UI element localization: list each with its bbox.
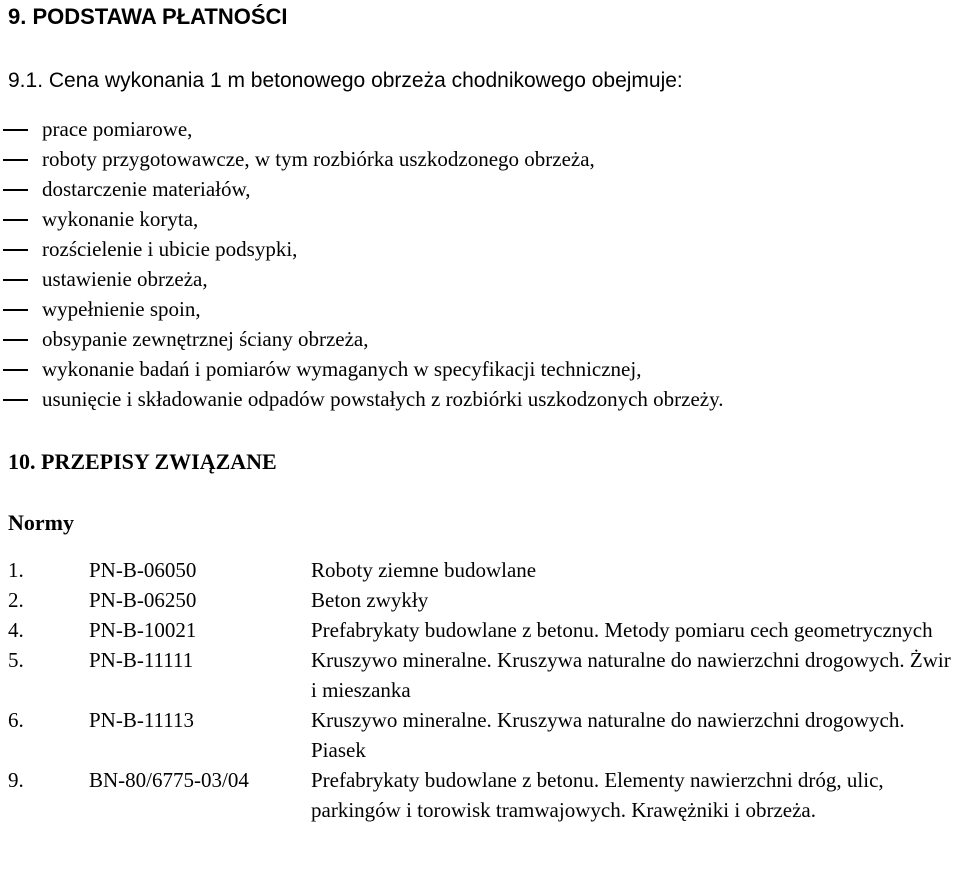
norm-code: PN-B-11111 (89, 648, 194, 672)
norm-title: Kruszywo mineralne. Kruszywa naturalne do nawierzchni drogowych. Żwir i mieszanka (311, 648, 951, 702)
norm-number: 4. (8, 618, 24, 642)
norm-code: PN-B-06250 (89, 588, 197, 612)
norms-subheading: Normy (8, 510, 74, 535)
list-item-text: dostarczenie materiałów, (42, 177, 251, 201)
dash-bullet (3, 399, 28, 401)
list-item-text: wykonanie badań i pomiarów wymaganych w specyfikacji technicznej, (42, 357, 642, 381)
list-item-text: wypełnienie spoin, (42, 297, 201, 321)
norm-row (0, 645, 960, 705)
norm-row (0, 615, 960, 645)
norm-code: PN-B-10021 (89, 618, 197, 642)
norm-row (0, 765, 960, 825)
section-9-1-intro: 9.1. Cena wykonania 1 m betonowego obrzeża chodnikowego obejmuje: (8, 69, 683, 92)
scope-list (0, 114, 724, 414)
list-item (0, 234, 724, 264)
norm-title: Beton zwykły (311, 588, 429, 612)
norm-code: BN-80/6775-03/04 (89, 768, 249, 792)
list-item-text: roboty przygotowawcze, w tym rozbiórka uszkodzonego obrzeża, (42, 147, 595, 171)
dash-bullet (3, 219, 28, 221)
norm-title: Roboty ziemne budowlane (311, 558, 537, 582)
norm-row (0, 705, 960, 765)
dash-bullet (3, 339, 28, 341)
list-item (0, 174, 724, 204)
norm-code: PN-B-11113 (89, 708, 194, 732)
list-item-text: ustawienie obrzeża, (42, 267, 208, 291)
list-item (0, 144, 724, 174)
norm-title: Prefabrykaty budowlane z betonu. Elementy nawierzchni dróg, ulic, parkingów i torowisk tramwajowych. Krawężniki i obrzeża. (311, 768, 884, 822)
norm-title: Prefabrykaty budowlane z betonu. Metody pomiaru cech geometrycznych (311, 618, 933, 642)
dash-bullet (3, 189, 28, 191)
norm-row (0, 555, 960, 585)
list-item-text: obsypanie zewnętrznej ściany obrzeża, (42, 327, 369, 351)
norm-number: 6. (8, 708, 24, 732)
dash-bullet (3, 159, 28, 161)
dash-bullet (3, 129, 28, 131)
norm-number: 5. (8, 648, 24, 672)
list-item (0, 354, 724, 384)
norm-title: Kruszywo mineralne. Kruszywa naturalne do nawierzchni drogowych. Piasek (311, 708, 905, 762)
list-item-text: wykonanie koryta, (42, 207, 199, 231)
norms-list (0, 555, 960, 825)
list-item (0, 324, 724, 354)
norm-number: 9. (8, 768, 24, 792)
section-9-heading: 9. PODSTAWA PŁATNOŚCI (8, 4, 288, 29)
list-item-text: usunięcie i składowanie odpadów powstałych z rozbiórki uszkodzonych obrzeży. (42, 387, 724, 411)
list-item (0, 384, 724, 414)
list-item (0, 114, 724, 144)
norm-code: PN-B-06050 (89, 558, 197, 582)
norm-number: 2. (8, 588, 24, 612)
list-item-text: rozścielenie i ubicie podsypki, (42, 237, 298, 261)
norm-number: 1. (8, 558, 24, 582)
dash-bullet (3, 279, 28, 281)
norm-row (0, 585, 960, 615)
list-item-text: prace pomiarowe, (42, 117, 193, 141)
list-item (0, 264, 724, 294)
section-10-heading: 10. PRZEPISY ZWIĄZANE (8, 449, 277, 474)
dash-bullet (3, 369, 28, 371)
list-item (0, 294, 724, 324)
dash-bullet (3, 309, 28, 311)
dash-bullet (3, 249, 28, 251)
list-item (0, 204, 724, 234)
